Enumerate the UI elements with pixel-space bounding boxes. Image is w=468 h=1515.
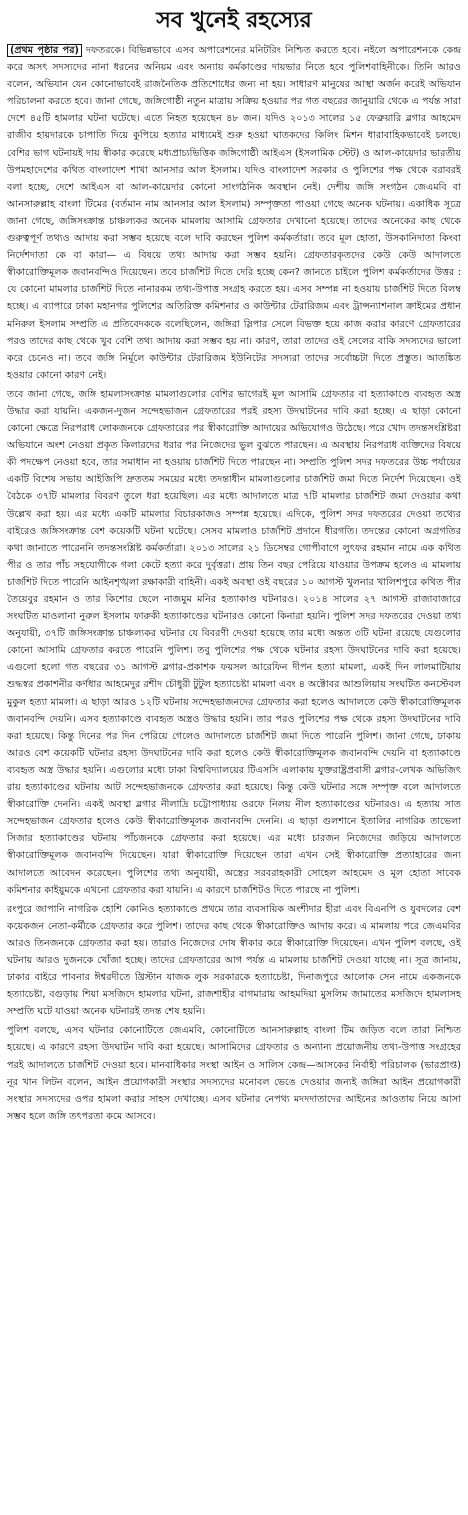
article-paragraph: তবে জানা গেছে, জঙ্গি হামলাসংক্রান্ত মামলাগুলোর বেশির ভাগেরই মূল আসামি গ্রেফতার বা হত্যাকাণ্ডে ব্যবহৃত অস্ত্র উদ্ধার করা যায়নি। একজন-দুজন সন্দেহভাজন গ্রেফতারের পরই রহস্য উদঘাটনের দাবি করা হচ্ছে। এ ছাড়া কোনো কোনো ক্ষেত্রে নিরপরাধ লোকজনকে গ্রেফতারের পর স্বীকারোক্তি আদায়ের অভিযোগও উঠেছে। পরে খোদ তদন্তসংশ্লিষ্টরা অভিযানে অংশ নেওয়া প্রকৃত কিলারদের ধরার পর নিজেদের ভুল বুঝতে পারছেন। এ অবস্থায় নিরপরাধ ব্যক্তিদের বিষয়ে কী পদক্ষেপ নেওয়া হবে, তার সমাধান না হওয়ায় চার্জশিট দিতে পারছেন না। সম্প্রতি পুলিশ সদর দফতরের উচ্চ পর্যায়ের একটি বিশেষ সভায় আইজিপি দ্রুততম সময়ের মধ্যে তদন্তাধীন মামলাগুলোর চার্জশিট জমা দিতে নির্দেশ দিয়েছেন। ওই বৈঠকে ৩৭টি মামলার বিবরণ তুলে ধরা হয়েছিল। এর মধ্যে আদালতে মাত্র ৭টি মামলার চার্জশিট জমা দেওয়ার কথা উল্লেখ করা হয়। এর মধ্যে একটি মামলার বিচারকাজও সম্পন্ন হয়েছে। এদিকে, পুলিশ সদর দফতরের দেওয়া তথ্যের বাইরেও জঙ্গিসংক্রান্ত বেশ কয়েকটি ঘটনা ঘটেছে। সেসব মামলাও চার্জশিট প্রদানে ধীরগতি। তদন্তের কোনো অগ্রগতির কথা জানাতে পারেননি তদন্তসংশ্লিষ্ট কর্মকর্তারা। ২০১৩ সালের ২১ ডিসেম্বর গোপীবাগে লুৎফর রহমান নামে এক কথিত পীর ও তার পাঁচ সহযোগীকে গলা কেটে হত্যা করে দুর্বৃত্তরা। প্রায় তিন বছর পেরিয়ে যাওয়ার উপক্রম হলেও এ মামলায় চার্জশিট দিতে পারেনি আইনশৃঙ্খলা রক্ষাকারী বাহিনী। একই অবস্থা ওই বছরের ১০ আগস্ট খুলনার খালিশপুরে কথিত পীর তৈয়েবুর রহমান ও তার কিশোর ছেলে নাজমুম মনির হত্যাকাণ্ড ঘটনারও। ২০১৪ সালের ২৭ আগস্ট রাজাবাজারে সংঘটিত মাওলানা নুরুল ইসলাম ফারুকী হত্যাকাণ্ডের ঘটনারও কোনো কিনারা হয়নি। পুলিশ সদর দফতরের দেওয়া তথ্য অনুযায়ী, ৩৭টি জঙ্গিসংক্রান্ত চাঞ্চল্যকর ঘটনার যে বিবরণী দেওয়া হয়েছে তার মধ্যে অন্তত ৩টি ঘটনা রয়েছে যেগুলোর কোনো আসামি গ্রেফতার করতে পারেনি পুলিশ। তবু পুলিশের পক্ষ থেকে ঘটনার রহস্য উদঘাটনের দাবি করা হয়েছে। এগুলো হলো গত বছরের ৩১ আগস্ট ব্লগার-প্রকাশক ফয়সল আরেফিন দীপন হত্যা মামলা, একই দিন লালমাটিয়ায় শুদ্ধস্বর প্রকাশনীর কর্ণধার আহমেদুর রশীদ চৌধুরী টুটুল হত্যাচেষ্টা মামলা এবং ৪ অক্টোবর আশুলিয়ায় সংঘটিত কনস্টেবল মুকুল হত্যা মামলা। এ ছাড়া আরও ১২টি ঘটনায় সন্দেহভাজনদের গ্রেফতার করা হলেও আদালতে কেউ স্বীকারোক্তিমূলক জবানবন্দি দেয়নি। এসব হত্যাকাণ্ডে ব্যবহৃত অস্ত্রও উদ্ধার হয়নি। তার পরও পুলিশের পক্ষ থেকে রহস্য উদঘাটনের দাবি করা হয়েছে। কিন্তু দিনের পর দিন পেরিয়ে গেলেও আদালতে চার্জশিট জমা দিতে পারেনি পুলিশ। জানা গেছে, ঢাকায় আরও বেশ কয়েকটি ঘটনার রহস্য উদঘাটনের দাবি করা হলেও কেউ স্বীকারোক্তিমূলক জবানবন্দি দেয়নি বা হত্যাকাণ্ডে ব্যবহৃত অস্ত্র উদ্ধার হয়নি। এগুলোর মধ্যে ঢাকা বিশ্ববিদ্যালয়ের টিএসসি এলাকায় যুক্তরাষ্ট্রপ্রবাসী ব্লগার-লেখক অভিজিৎ রায় হত্যাকাণ্ডের ঘটনায় আট সন্দেহভাজনকে গ্রেফতার করা হয়েছে। কিন্তু কেউ ঘটনার সঙ্গে সম্পৃক্ত বলে আদালতে স্বীকারোক্তি দেননি। একই অবস্থা ব্লগার নীলাদ্রি চট্টোপাধ্যায় ওরফে নিলয় নীল হত্যাকাণ্ডের ঘটনারও। এ হত্যায় সাত সন্দেহভাজন গ্রেফতার হলেও কেউ স্বীকারোক্তিমূলক জবানবন্দি দেননি। এ ছাড়া গুলশানে ইতালির নাগরিক তাভেলা সিজার হত্যাকাণ্ডের ঘটনায় পাঁচজনকে গ্রেফতার করা হয়েছে। এর মধ্যে চারজন নিজেদের জড়িয়ে আদালতে স্বীকারোক্তিমূলক জবানবন্দি দিয়েছেন। যারা স্বীকারোক্তি দিয়েছেন তারা এখন সেই স্বীকারোক্তি প্রত্যাহারের জন্য আদালতে আবেদন করেছেন। পুলিশের তথ্য অনুযায়ী, অস্ত্রের সরবরাহকারী সোহেল আহমেদ ও মূল হোতা সাবেক কমিশনার কাইয়ুমকে এখনো গ্রেফতার করা যায়নি। এ কারণে চার্জশিটও দিতে পারছে না পুলিশ।: [7, 388, 461, 896]
article-body: [7, 42, 461, 1125]
paragraph-text: দফতরকে। বিভিন্নভাবে এসব অপারেশনের মনিটরিং নিশ্চিত করতে হবে। নইলে অপারেশনকে কেন্দ্র করে অসৎ সদস্যদের নানা ধরনের অনিয়ম এবং অন্যায় কর্মকাণ্ডের দায়ভার নিতে হবে পুলিশবাহিনীকে। তিনি আরও বলেন, অভিযান যেন কোনোভাবেই রাজনৈতিক প্রতিশোধের জন্য না হয়। সাধারণ মানুষের আস্থা অর্জন করেই অভিযান পরিচালনা করতে হবে। জানা গেছে, জঙ্গিগোষ্ঠী নতুন মাত্রায় সক্রিয় হওয়ার পর গত বছরের জানুয়ারি থেকে এ পর্যন্ত সারা দেশে ৪৫টি হামলার ঘটনা ঘটেছে। এতে নিহত হয়েছেন ৪৮ জন। যদিও ২০১৩ সালের ১৫ ফেব্রুয়ারি ব্লগার আহমেদ রাজীব হায়দারকে চাপাতি দিয়ে কুপিয়ে হত্যার মাধ্যমেই শুরু হওয়া ঘাতকদের কিলিং মিশন ধারাবাহিকভাবেই চলছে। বেশির ভাগ ঘটনায়ই দায় স্বীকার করেছে মধ্যপ্রাচ্যভিত্তিক জঙ্গিগোষ্ঠী আইএস (ইসলামিক স্টেট) ও আল-কায়েদার ভারতীয় উপমহাদেশের কথিত বাংলাদেশ শাখা আনসার আল ইসলাম। যদিও বাংলাদেশ সরকার ও পুলিশের পক্ষ থেকে বরাবরই বলা হচ্ছে, দেশে আইএস বা আল-কায়েদার কোনো সাংগঠনিক অবস্থান নেই। দেশীয় জঙ্গি সংগঠন জেএমবি বা আনসারুল্লাহ বাংলা টিমের (বর্তমান নাম আনসার আল ইসলাম) সম্পৃক্ততা পাওয়া গেছে অনেক ঘটনায়। একাধিক সূত্রে জানা গেছে, জঙ্গিসংক্রান্ত চাঞ্চল্যকর অনেক মামলায় আসামি গ্রেফতার দেখানো হয়েছে। তাদের অনেকের কাছ থেকে গুরুত্বপূর্ণ তথ্যও আদায় করা সম্ভব হয়েছে বলে দাবি করছেন পুলিশ কর্মকর্তারা। তবে মূল হোতা, উসকানিদাতা কিংবা নির্দেশদাতা কে বা কারা— এ বিষয়ে তথ্য আদায় করা সম্ভব হয়নি। গ্রেফতারকৃতদের কেউ কেউ আদালতে স্বীকারোক্তিমূলক জবানবন্দিও দিয়েছেন। তবে চার্জশিট দিতে দেরি হচ্ছে কেন? জানতে চাইলে পুলিশ কর্মকর্তাদের উত্তর : যে কোনো মামলার চার্জশিট দিতে নানারকম তথ্য-উপাত্ত সংগ্রহ করতে হয়। এসব সম্পন্ন না হওয়ায় চার্জশিট দিতে বিলম্ব হচ্ছে। এ ব্যাপারে ঢাকা মহানগর পুলিশের অতিরিক্ত কমিশনার ও কাউন্টার টেরারিজম এবং ট্রান্সন্যাশনাল ক্রাইমের প্রধান মনিরুল ইসলাম সম্প্রতি এ প্রতিবেদককে বলেছিলেন, জঙ্গিরা স্লিপার সেলে বিভক্ত হয়ে কাজ করার কারণে গ্রেফতারের পরও তাদের কাছ থেকে খুব বেশি তথ্য আদায় করা সম্ভব হয় না। কারণ, তারা তাদের ওই সেলের বাকি সদস্যদের ভালো করে চেনেও না। তবে জঙ্গি নির্মূলে কাউন্টার টেরারিজম ইউনিটের সদস্যরা তাদের সর্বোচ্চটা দিতে প্রস্তুত। আতঙ্কিত হওয়ার কোনো কারণ নেই।: [7, 45, 461, 381]
article-paragraph: রংপুরে জাপানি নাগরিক হোশি কোনিও হত্যাকাণ্ডে প্রথমে তার ব্যবসায়িক অংশীদার হীরা এবং বিএনপি ও যুবদলের বেশ কয়েকজন নেতা-কর্মীকে গ্রেফতার করে পুলিশ। তাদের কাছ থেকে স্বীকারোক্তিও আদায় করে। এ মামলায় পরে জেএমবির আরও তিনজনকে গ্রেফতার করা হয়। তারাও নিজেদের দোষ স্বীকার করে স্বীকারোক্তি দিয়েছেন। এখন পুলিশ বলছে, ওই ঘটনায় আরও দুজনকে খোঁজা হচ্ছে। তাদের গ্রেফতারের আগ পর্যন্ত এ মামলায় চার্জশিট দেওয়া যাচ্ছে না। সূত্র জানায়, ঢাকার বাইরে পাবনার ঈশ্বরদীতে খ্রিস্টান যাজক লুক সরকারকে হত্যাচেষ্টা, দিনাজপুরে আলোক সেন নামে একজনকে হত্যাচেষ্টা, বগুড়ায় শিয়া মসজিদে হামলার ঘটনা, রাজশাহীর বাগমারায় আহমদিয়া মুসলিম জামাতের মসজিদে হামলাসহ সম্প্রতি ঘটে যাওয়া অনেক ঘটনারই তদন্ত শেষ হয়নি।: [7, 903, 461, 1018]
article-paragraph: [7, 42, 461, 384]
article-headline: সব খুনেই রহস্যের: [156, 8, 312, 33]
jump-label: (প্রথম পৃষ্ঠার পর): [7, 44, 82, 57]
article-paragraph: পুলিশ বলছে, এসব ঘটনার কোনোটিতে জেএমবি, কোনোটিতে আনসারুল্লাহ বাংলা টিম জড়িত বলে তারা নিশ্চিত হয়েছে। এ কারণে রহস্য উদঘাটন দাবি করা হয়েছে। আসামিদের গ্রেফতার ও অন্যান্য প্রয়োজনীয় তথ্য-উপাত্ত সংগ্রহের পরই আদালতে চার্জশিট দেওয়া হবে। মানবাধিকার সংস্থা আইন ও সালিস কেন্দ্র—আসকের নির্বাহী পরিচালক (ভারপ্রাপ্ত) নূর খান লিটন বলেন, আইন প্রয়োগকারী সংস্থার সদস্যদের মনোবল ভেঙে দেওয়ার জন্যই জঙ্গিরা আইন প্রয়োগকারী সংস্থার সদস্যদের ওপর হামলা করার সাহস দেখাচ্ছে। এসব ঘটনার নেপথ্য মদদদাতাদের আইনের আওতায় নিয়ে আসা সম্ভব হলে জঙ্গি তৎপরতা কমে আসবে।: [7, 1025, 461, 1122]
